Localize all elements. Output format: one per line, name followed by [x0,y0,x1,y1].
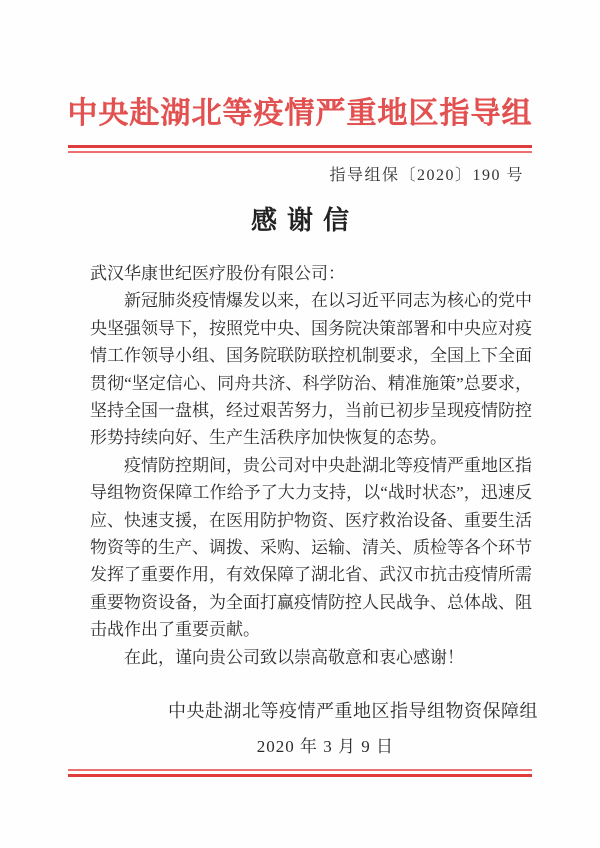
letter-title: 感谢信 [250,206,359,235]
signature-org: 中央赴湖北等疫情严重地区指导组物资保障组 [168,701,538,722]
paragraph-2: 疫情防控期间，贵公司对中央赴湖北等疫情严重地区指导组物资保障工作给予了大力支持，以“战时状态”，迅速反应、快速支援，在医用防护物资、医疗救治设备、重要生活物资等的生产、调拨、采购、运输、清关、质检等各个环节发挥了重要作用，有效保障了湖北省、武汉市抗击疫情所需重要物资设备，为全面打赢疫情防控人民战争、总体战、阻击战作出了重要贡献。 [90,455,532,640]
header-double-rule [68,145,532,153]
salutation: 武汉华康世纪医疗股份有限公司： [90,264,345,283]
document-number: 指导组保〔2020〕190 号 [329,167,524,184]
paragraph-1: 新冠肺炎疫情爆发以来，在以习近平同志为核心的党中央坚强领导下，按照党中央、国务院决策部署和中央应对疫情工作领导小组、国务院联防联控机制要求，全国上下全面贯彻“坚定信心、同舟共济、科学防治、精准施策”总要求，坚持全国一盘棋，经过艰苦努力，当前已初步呈现疫情防控形势持续向好、生产生活秩序加快恢复的态势。 [90,291,532,448]
footer-double-rule [68,769,532,777]
letterhead-title: 中央赴湖北等疫情严重地区指导组 [67,97,533,130]
letter-body [90,260,532,671]
signature-date: 2020 年 3 月 9 日 [256,737,394,757]
paragraph-3: 在此，谨向贵公司致以崇高敬意和衷心感谢！ [124,647,464,667]
